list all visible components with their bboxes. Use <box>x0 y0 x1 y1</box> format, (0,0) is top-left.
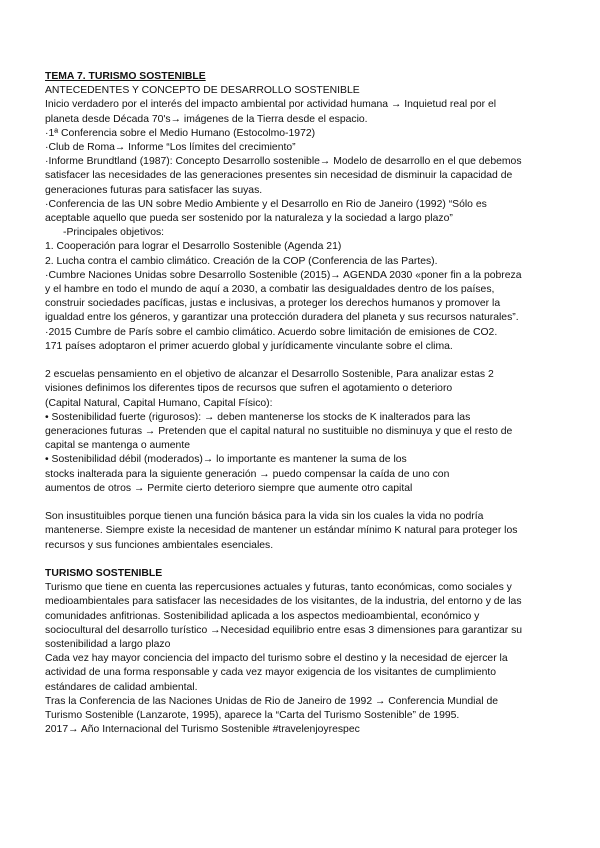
text-line: stocks inalterada para la siguiente generación → puedo compensar la caída de uno con <box>45 468 450 480</box>
text-line: Son insustituibles porque tienen una función básica para la vida sin los cuales la vida no podría <box>45 511 484 523</box>
text-line: (Capital Natural, Capital Humano, Capital Físico): <box>45 397 273 409</box>
text-line: visiones definimos los diferentes tipos de recursos que sufren el agotamiento o deterioro <box>45 383 453 395</box>
text-line: Turismo que tiene en cuenta las repercusiones actuales y futuras, tanto económicas, como sociales y <box>45 582 512 594</box>
text-line: Inicio verdadero por el interés del impacto ambiental por actividad humana → Inquietud real por el <box>45 99 497 111</box>
text-line: aumentos de otros → Permite cierto deterioro siempre que aumente otro capital <box>45 482 413 494</box>
text-line: 1. Cooperación para lograr el Desarrollo Sostenible (Agenda 21) <box>45 241 342 253</box>
section-title: TURISMO SOSTENIBLE <box>45 568 163 580</box>
text-line: igualdad entre los géneros, y garantizar una protección duradera del planeta y sus recursos naturales”. <box>45 312 519 324</box>
text-line: 171 países adoptaron el primer acuerdo global y jurídicamente vinculante sobre el clima. <box>45 340 453 352</box>
text-line: actividad de una forma responsable y cada vez mayor exigencia de los visitantes de cumplimiento <box>45 667 497 679</box>
paragraph-spacer <box>45 496 565 510</box>
text-line: construir sociedades pacíficas, justas e inclusivas, a proteger los derechos humanos y promover la <box>45 298 501 310</box>
text-line: satisfacer las necesidades de las generaciones presentes sin necesidad de disminuir la capacidad de <box>45 170 513 182</box>
history-paragraph <box>45 127 565 226</box>
text-line: generaciones futuras → Pretenden que el capital natural no sustituible no disminuya y que el resto de <box>45 426 513 438</box>
irreplaceable-paragraph <box>45 510 565 553</box>
section-subtitle: ANTECEDENTES Y CONCEPTO DE DESARROLLO SOSTENIBLE <box>45 85 360 97</box>
text-line: 2. Lucha contra el cambio climático. Creación de la COP (Conferencia de las Partes). <box>45 255 438 267</box>
objectives-heading: -Principales objetivos: <box>63 227 165 239</box>
text-line: ·Conferencia de las UN sobre Medio Ambiente y el Desarrollo en Rio de Janeiro (1992) “Sólo es <box>45 198 487 210</box>
text-line: • Sostenibilidad fuerte (rigurosos): → deben mantenerse los stocks de K inalterados para las <box>45 411 471 423</box>
text-line: capital se mantenga o aumente <box>45 440 190 452</box>
text-line: planeta desde Década 70's→ imágenes de la Tierra desde el espacio. <box>45 113 368 125</box>
text-line: ·1ª Conferencia sobre el Medio Humano (Estocolmo-1972) <box>45 127 316 139</box>
paragraph-spacer <box>45 354 565 368</box>
text-line: ·Club de Roma→ Informe “Los límites del crecimiento” <box>45 142 296 154</box>
text-line: ·Cumbre Naciones Unidas sobre Desarrollo Sostenible (2015)→ AGENDA 2030 «poner fin a la pobreza <box>45 269 522 281</box>
text-line: mantenerse. Siempre existe la necesidad de mantener un estándar mínimo K natural para proteger los <box>45 525 518 537</box>
schools-paragraph <box>45 368 565 496</box>
text-line: generaciones futuras para satisfacer las suyas. <box>45 184 263 196</box>
text-line: medioambientales para satisfacer las necesidades de los visitantes, de la industria, del entorno y de las <box>45 596 522 608</box>
intro-paragraph <box>45 98 565 126</box>
objectives-list <box>45 240 565 354</box>
text-line: 2017→ Año Internacional del Turismo Sostenible #travelenjoyrespec <box>45 724 360 736</box>
text-line: ·2015 Cumbre de París sobre el cambio climático. Acuerdo sobre limitación de emisiones de CO2. <box>45 326 498 338</box>
text-line: aceptable aquello que pueda ser sostenido por la naturaleza y la sociedad a largo plazo” <box>45 213 453 225</box>
text-line: ·Informe Brundtland (1987): Concepto Desarrollo sostenible→ Modelo de desarrollo en el que debemos <box>45 156 522 168</box>
text-line: y el hambre en todo el mundo de aquí a 2030, a combatir las desigualdades dentro de los países, <box>45 284 495 296</box>
text-line: estándares de calidad ambiental. <box>45 681 198 693</box>
text-line: • Sostenibilidad débil (moderados)→ lo importante es mantener la suma de los <box>45 454 407 466</box>
document-page <box>45 70 565 738</box>
text-line: Cada vez hay mayor conciencia del impacto del turismo sobre el destino y la necesidad de ejercer la <box>45 653 508 665</box>
text-line: Tras la Conferencia de las Naciones Unidas de Rio de Janeiro de 1992 → Conferencia Mundial de <box>45 695 499 707</box>
text-line: comunidades anfitrionas. Sostenibilidad aplicada a los aspectos medioambiental, económico y <box>45 610 480 622</box>
document-title: TEMA 7. TURISMO SOSTENIBLE <box>45 71 206 82</box>
text-line: sociocultural del desarrollo turístico →Necesidad equilibrio entre esas 3 dimensiones para garantizar su <box>45 624 523 636</box>
text-line: Turismo Sostenible (Lanzarote, 1995), aparece la “Carta del Turismo Sostenible” de 1995. <box>45 710 460 722</box>
tourism-paragraph <box>45 581 565 737</box>
text-line: recursos y sus funciones ambientales esenciales. <box>45 539 274 551</box>
paragraph-spacer <box>45 553 565 567</box>
text-line: sostenibilidad a largo plazo <box>45 639 171 651</box>
text-line: 2 escuelas pensamiento en el objetivo de alcanzar el Desarrollo Sostenible, Para analizar estas 2 <box>45 369 494 381</box>
